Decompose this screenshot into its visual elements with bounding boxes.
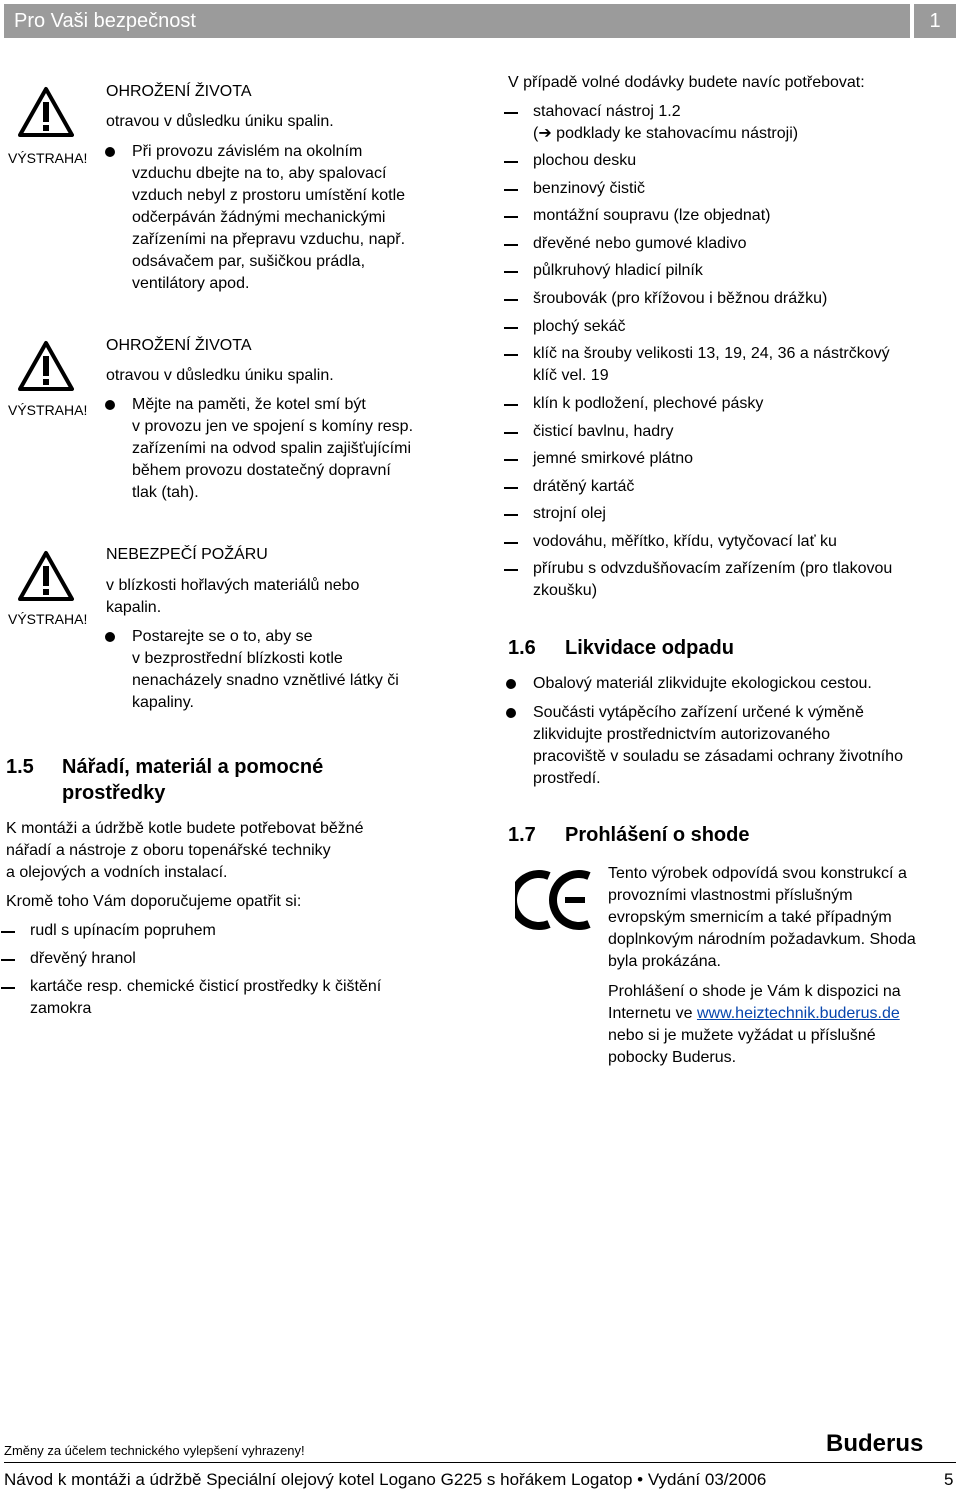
warning-subtitle: otravou v důsledku úniku spalin. [106, 367, 334, 384]
list-item: jemné smirkové plátno [533, 448, 693, 470]
list-item: šroubovák (pro křížovou i běžnou drážku) [533, 288, 827, 310]
warning-bullet: Mějte na paměti, že kotel smí být v provozu jen ve spojení s komíny resp. zařízeními na odvod spalin zajišťujícími během provozu dostatečný dopravní tlak (tah). [132, 394, 413, 504]
list-item: přírubu s odvzdušňovacím zařízením (pro tlakovou zkoušku) [533, 558, 892, 602]
list-item: půlkruhový hladicí pilník [533, 260, 703, 282]
buderus-logo: Buderus [826, 1430, 924, 1457]
footer-document-title: Návod k montáži a údržbě Speciální olejový kotel Logano G225 s hořákem Logatop • Vydání 03/2006 [4, 1470, 767, 1489]
warning-label: VÝSTRAHA! [8, 402, 88, 418]
warning-label: VÝSTRAHA! [8, 611, 88, 627]
list-item: dřevěný hranol [30, 948, 136, 970]
page-number: 5 [944, 1470, 954, 1489]
header-title: Pro Vaši bezpečnost [14, 10, 196, 32]
list-item: klín k podložení, plechové pásky [533, 393, 763, 415]
declaration-text: Prohlášení o shode je Vám k dispozici na Internetu ve www.heiztechnik.buderus.de nebo si je mužete vyžádat u příslušné pobocky Buderus. [608, 983, 901, 1066]
footer-divider [4, 1462, 956, 1463]
section-heading: Likvidace odpadu [565, 637, 734, 659]
warning-triangle-icon [18, 86, 74, 138]
buderus-website-link[interactable]: www.heiztechnik.buderus.de [696, 1005, 900, 1022]
list-item: stahovací nástroj 1.2 (➔ podklady ke stahovacímu nástroji) [533, 101, 798, 145]
list-item: vodováhu, měřítko, křídu, vytyčovací lať ku [533, 531, 837, 553]
warning-label: VÝSTRAHA! [8, 150, 88, 166]
header-bar [4, 4, 910, 38]
recommend-text: Kromě toho Vám doporučujeme opatřit si: [6, 893, 302, 910]
warning-title: NEBEZPEČÍ POŽÁRU [106, 546, 268, 563]
warning-title: OHROŽENÍ ŽIVOTA [106, 83, 252, 100]
warning-subtitle: v blízkosti hořlavých materiálů nebo kapalin. [106, 577, 360, 616]
conformity-text: Tento výrobek odpovídá svou konstrukcí a provozními vlastnostmi příslušným evropským smernicím a také případným doplnkovým národním požadavkum. Shoda byla prokázána. [608, 865, 916, 970]
list-item: benzinový čistič [533, 178, 645, 200]
chapter-number: 1 [914, 4, 956, 38]
section-number: 1.5 [6, 756, 34, 778]
section-heading: Nářadí, materiál a pomocné prostředky [62, 756, 324, 804]
section-number: 1.7 [508, 824, 536, 846]
warning-triangle-icon [18, 550, 74, 602]
warning-subtitle: otravou v důsledku úniku spalin. [106, 113, 334, 130]
warning-triangle-icon [18, 340, 74, 392]
list-item: plochou desku [533, 150, 636, 172]
section-number: 1.6 [508, 637, 536, 659]
list-item: rudl s upínacím popruhem [30, 920, 216, 942]
list-item: montážní soupravu (lze objednat) [533, 205, 770, 227]
list-item: drátěný kartáč [533, 476, 634, 498]
warning-bullet: Při provozu závislém na okolním vzduchu dbejte na to, aby spalovací vzduch nebyl z prostoru umístění kotle odčerpáván žádnými mechanickými zařízeními na přepravu vzduchu, např. odsávačem par, sušičkou prádla, ventilátory apod. [132, 141, 405, 295]
list-item: kartáče resp. chemické čisticí prostředky k čištění zamokra [30, 976, 381, 1020]
right-intro: V případě volné dodávky budete navíc potřebovat: [508, 74, 865, 91]
section-intro: K montáži a údržbě kotle budete potřebovat běžné nářadí a nástroje z oboru topenářské techniky a olejových a vodních instalací. [6, 820, 364, 881]
list-item: klíč na šrouby velikosti 13, 19, 24, 36 a nástrčkový klíč vel. 19 [533, 343, 890, 387]
section-heading: Prohlášení o shode [565, 824, 750, 846]
ce-mark-icon [515, 868, 593, 932]
warning-bullet: Postarejte se o to, aby se v bezprostřední blízkosti kotle nenacházely snadno vznětlivé látky či kapaliny. [132, 626, 399, 714]
list-item: strojní olej [533, 503, 606, 525]
list-item: čisticí bavlnu, hadry [533, 421, 674, 443]
list-item: Součásti vytápěcího zařízení určené k výměně zlikvidujte prostřednictvím autorizovaného pracoviště v souladu se zásadami ochrany životního prostředí. [533, 702, 903, 790]
warning-title: OHROŽENÍ ŽIVOTA [106, 337, 252, 354]
list-item: Obalový materiál zlikvidujte ekologickou cestou. [533, 673, 872, 695]
footer-changes: Změny za účelem technického vylepšení vyhrazeny! [4, 1443, 305, 1458]
list-item: dřevěné nebo gumové kladivo [533, 233, 746, 255]
list-item: plochý sekáč [533, 316, 626, 338]
